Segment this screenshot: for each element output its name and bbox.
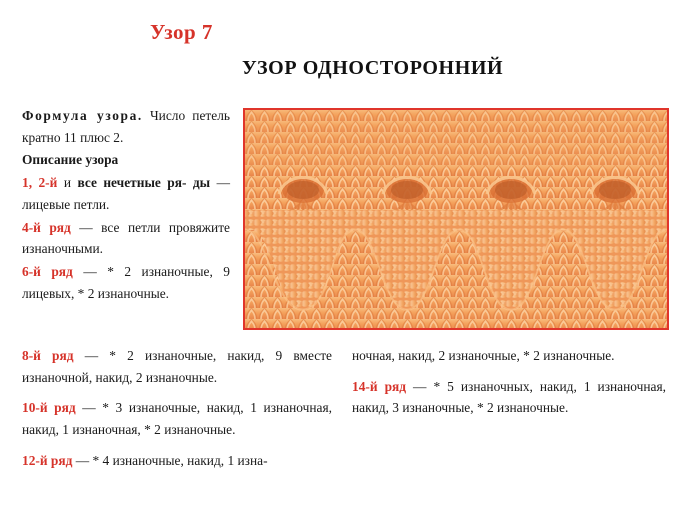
formula-text: Число петель кратно 11 плюс 2. (22, 108, 230, 145)
row-12-text: — * 4 изнаночные, накид, 1 изна- (72, 452, 268, 468)
row-4-label: 4-й ряд (22, 219, 71, 235)
row-10-label: 10-й ряд (22, 400, 76, 416)
knit-pattern-graphic (245, 110, 667, 328)
row-14-paragraph (352, 376, 666, 419)
formula-label: Формула узора. (22, 108, 143, 123)
row-4-text: — все петли провяжите изнаночными. (22, 219, 230, 257)
row-1-bold2: ды (192, 175, 211, 191)
bottom-right-text-column (352, 345, 666, 420)
row-1-mid: и (57, 175, 78, 191)
row-6-label: 6-й ряд (22, 263, 73, 279)
row-12-continuation: ночная, накид, 2 изнаночные, * 2 изнаночные. (352, 348, 615, 363)
row-12-label: 12-й ряд (22, 452, 73, 468)
row-12-paragraph (22, 450, 332, 472)
row-10-paragraph (22, 397, 332, 440)
row-10-text: — * 3 изнаночные, накид, 1 изнаночная, накид, 1 изнаночная, * 2 изнаночные. (22, 400, 332, 438)
row-14-label: 14-й ряд (352, 378, 407, 394)
description-label: Описание узора (22, 152, 119, 168)
formula-paragraph (22, 105, 230, 148)
row-6-text: — * 2 изнаночные, 9 лицевых, * 2 изнаночные. (22, 263, 231, 301)
row-1-text: — лицевые петли. (22, 175, 230, 212)
bottom-left-text-column (22, 345, 332, 473)
row-6-paragraph (22, 261, 230, 304)
row-8-label: 8-й ряд (22, 348, 74, 363)
knitted-swatch-image (243, 108, 669, 330)
row-8-text: — * 2 изнаночные, накид, 9 вместе изнаночной, накид, 2 изнаночные. (22, 348, 332, 385)
row-1-paragraph (22, 172, 230, 215)
left-text-column (22, 105, 230, 305)
row-1-bold: все нечетные ря- (77, 175, 187, 191)
row-14-text: — * 5 изнаночных, накид, 1 изнаночная, накид, 3 изнаночные, * 2 изнаночные. (352, 378, 666, 416)
row-8-paragraph (22, 345, 332, 388)
section-heading: УЗОР ОДНОСТОРОННИЙ (242, 57, 504, 79)
page-title: Узор 7 (150, 20, 213, 44)
row-4-paragraph (22, 217, 230, 260)
row-1-label: 1, 2-й (22, 175, 58, 191)
